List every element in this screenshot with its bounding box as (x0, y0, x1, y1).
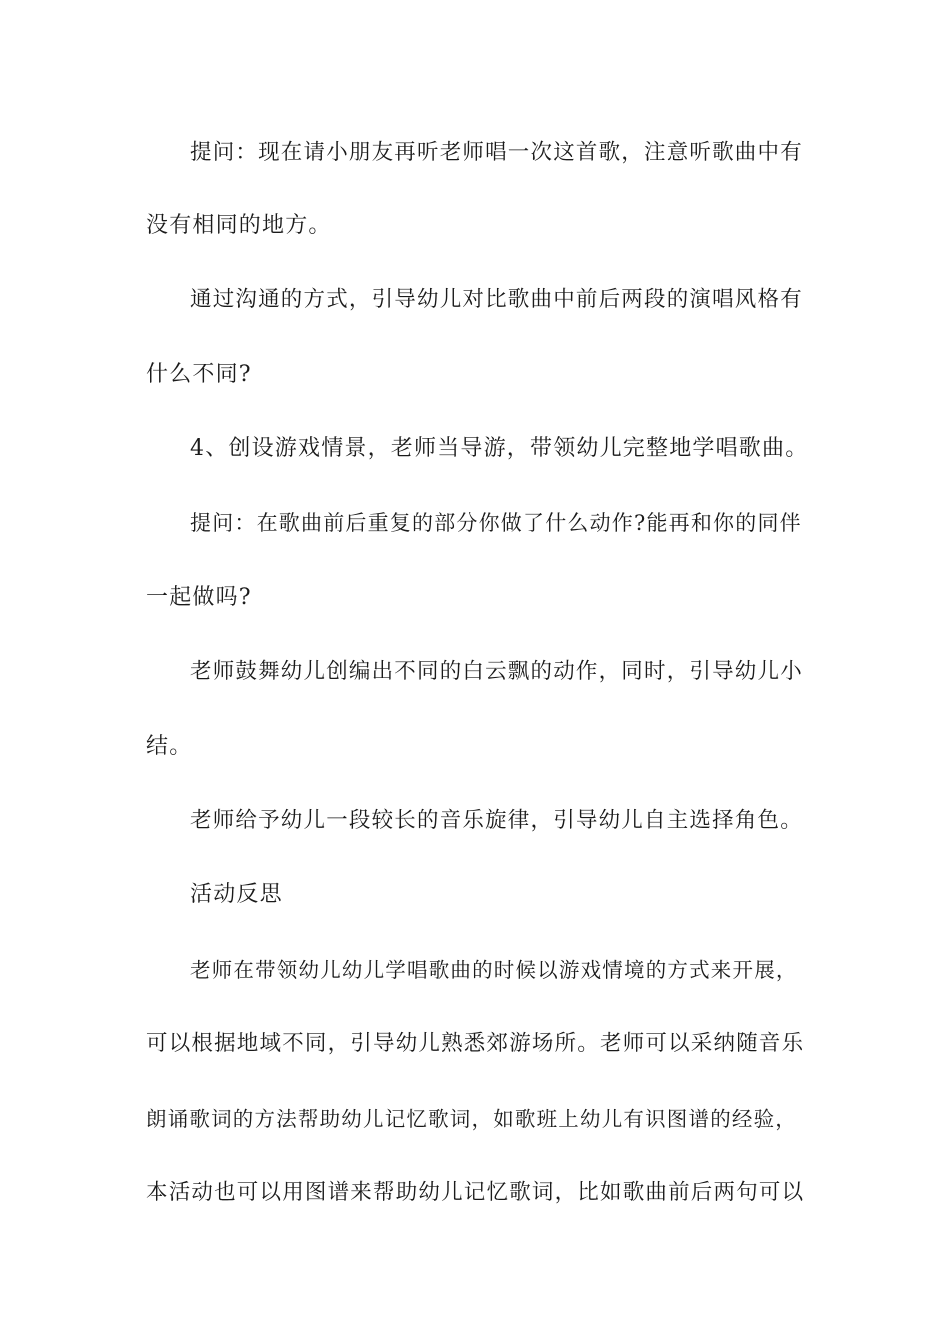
text-line: 什么不同? (146, 362, 252, 387)
text-line: 一起做吗? (146, 585, 252, 610)
text-line: 可以根据地域不同，引导幼儿熟悉郊游场所。老师可以采纳随音乐 (146, 1031, 805, 1056)
text-line: 没有相同的地方。 (146, 213, 332, 238)
text-line: 提问：现在请小朋友再听老师唱一次这首歌，注意听歌曲中有 (190, 140, 803, 165)
text-line: 老师在带领幼儿幼儿学唱歌曲的时候以游戏情境的方式来开展， (190, 958, 798, 982)
text-line: 本活动也可以用图谱来帮助幼儿记忆歌词，比如歌曲前后两句可以 (146, 1180, 805, 1205)
text-line: 朗诵歌词的方法帮助幼儿记忆歌词，如歌班上幼儿有识图谱的经验， (146, 1107, 797, 1131)
text-line: 老师给予幼儿一段较长的音乐旋律，引导幼儿自主选择角色。 (190, 808, 803, 833)
text-line: 4、创设游戏情景，老师当导游，带领幼儿完整地学唱歌曲。 (190, 436, 809, 461)
text-line: 老师鼓舞幼儿创编出不同的白云飘的动作，同时，引导幼儿小 (190, 659, 803, 684)
text-line: 结。 (146, 734, 193, 759)
text-line: 提问：在歌曲前后重复的部分你做了什么动作?能再和你的同伴 (190, 511, 802, 535)
text-line: 通过沟通的方式，引导幼儿对比歌曲中前后两段的演唱风格有 (190, 287, 803, 312)
section-heading: 活动反思 (190, 882, 283, 907)
